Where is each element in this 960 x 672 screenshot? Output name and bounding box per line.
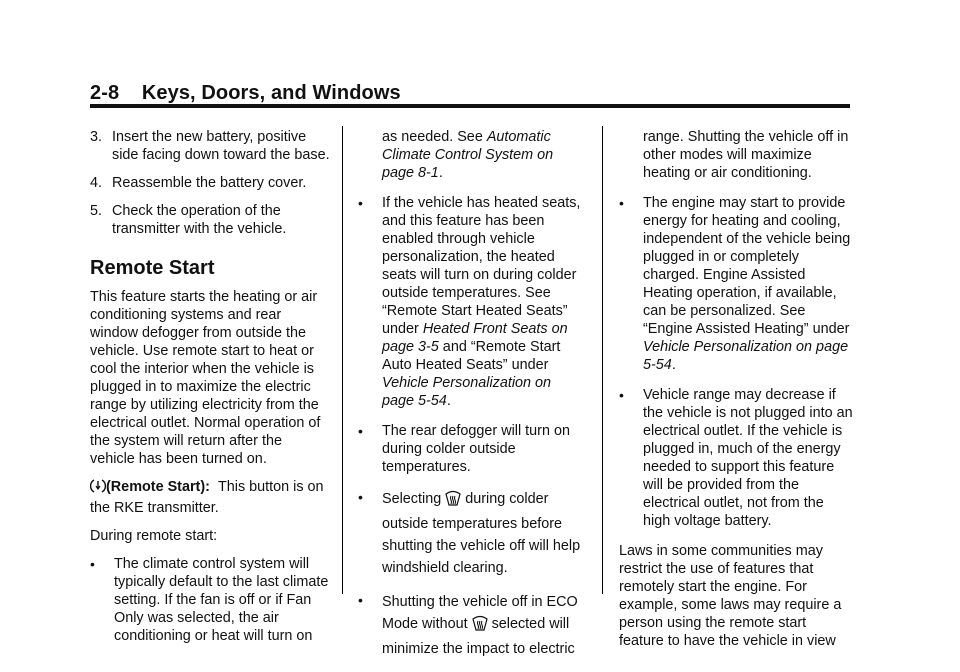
during-remote-start: During remote start:	[90, 528, 218, 544]
text: during colder outside temperatures before shutting the vehicle off will help windshield clearing.	[382, 491, 581, 576]
column-2	[358, 128, 586, 672]
bullet-item	[90, 555, 330, 645]
column-divider	[342, 126, 343, 594]
text: as needed. See	[382, 129, 487, 145]
bullet-icon: •	[358, 195, 363, 211]
continued-text	[382, 128, 586, 182]
bullet-text: Vehicle range may decrease if the vehicle is not plugged into an electrical outlet. If the vehicle is plugged in, much of the energy needed to support this feature will be provided from the electrical outlet, not from the high voltage battery.	[643, 387, 853, 529]
bullet-icon: •	[358, 489, 363, 505]
text: and “Remote Start Auto Heated Seats” under	[382, 339, 561, 373]
text: .	[438, 165, 443, 181]
header-rule	[90, 104, 850, 108]
defrost-icon	[472, 615, 488, 638]
step-text: Reassemble the battery cover.	[112, 175, 307, 191]
remote-start-icon	[90, 478, 106, 499]
page-title: 2-8 Keys, Doors, and Windows	[90, 82, 401, 104]
laws-paragraph: Laws in some communities may restrict the use of features that remotely start the engine. For example, some laws may require a person using the remote start feature to have the vehicle in view	[619, 543, 842, 649]
remote-start-label: (Remote Start):	[106, 479, 210, 495]
intro-paragraph: This feature starts the heating or air conditioning systems and rear window defogger from outside the vehicle. Use remote start to heat or cool the interior when the vehicle is plugged in to maximize the electric range by utilizing electricity from the electrical outlet. Normal operation of the system will return after the vehicle has been turned on.	[90, 289, 321, 467]
bullet-icon: •	[90, 556, 95, 572]
cross-reference: Vehicle Personalization on page 5-54	[643, 339, 849, 373]
step-number: 5.	[90, 203, 103, 219]
column-1	[90, 128, 330, 657]
page-header	[90, 80, 850, 106]
step-text: Insert the new battery, positive side facing down toward the base.	[112, 129, 330, 163]
text: If the vehicle has heated seats, and this feature has been enabled through vehicle personalization, the heated seats will turn on during colder outside temperatures. See “Remote Start Heated Seats” under	[382, 195, 581, 337]
bullet-text	[382, 488, 586, 579]
bullet-text: The climate control system will typically default to the last climate setting. If the fan is off or if Fan Only was selected, the air conditioning or heat will turn on	[114, 556, 329, 644]
step-text: Check the operation of the transmitter with the vehicle.	[112, 203, 287, 237]
bullet-item	[358, 591, 586, 660]
column-3	[619, 128, 853, 660]
text: .	[671, 357, 676, 373]
defrost-icon	[445, 490, 461, 513]
bullet-text	[382, 591, 586, 660]
bullet-item	[619, 194, 853, 374]
text: Selecting	[382, 491, 446, 507]
remote-start-text: This button is on the RKE transmitter.	[90, 479, 324, 516]
bullet-item	[619, 386, 853, 530]
bullet-item	[358, 422, 586, 476]
text: The engine may start to provide energy for heating and cooling, independent of the vehicle being plugged in or completely charged. Engine Assisted Heating operation, if available, can be personalized. See “Engine Assisted Heating” under	[643, 195, 851, 337]
text: .	[446, 393, 451, 409]
bullet-text: The rear defogger will turn on during colder outside temperatures.	[382, 423, 570, 475]
bullet-item	[358, 488, 586, 579]
bullet-text	[643, 194, 853, 374]
cross-reference: Vehicle Personalization on page 5-54	[382, 375, 552, 409]
bullet-icon: •	[358, 592, 363, 608]
bullet-text	[382, 194, 586, 410]
bullet-icon: •	[619, 195, 624, 211]
remote-start-paragraph	[90, 478, 330, 517]
step-3	[90, 128, 330, 164]
step-4	[90, 174, 330, 192]
text: Shutting the vehicle off in ECO Mode without	[382, 594, 578, 632]
column-divider	[602, 126, 603, 594]
text: selected will minimize the impact to electric	[382, 616, 575, 657]
section-title: Remote Start	[90, 257, 215, 279]
bullet-item	[358, 194, 586, 410]
bullet-icon: •	[619, 387, 624, 403]
cross-reference: Heated Front Seats on page 3-5	[382, 321, 568, 355]
step-5	[90, 202, 330, 238]
continued-text: range. Shutting the vehicle off in other modes will maximize heating or air conditioning.	[643, 129, 849, 181]
cross-reference: Automatic Climate Control System on page 8-1	[382, 129, 554, 181]
bullet-icon: •	[358, 423, 363, 439]
step-number: 4.	[90, 175, 103, 191]
step-number: 3.	[90, 129, 103, 145]
